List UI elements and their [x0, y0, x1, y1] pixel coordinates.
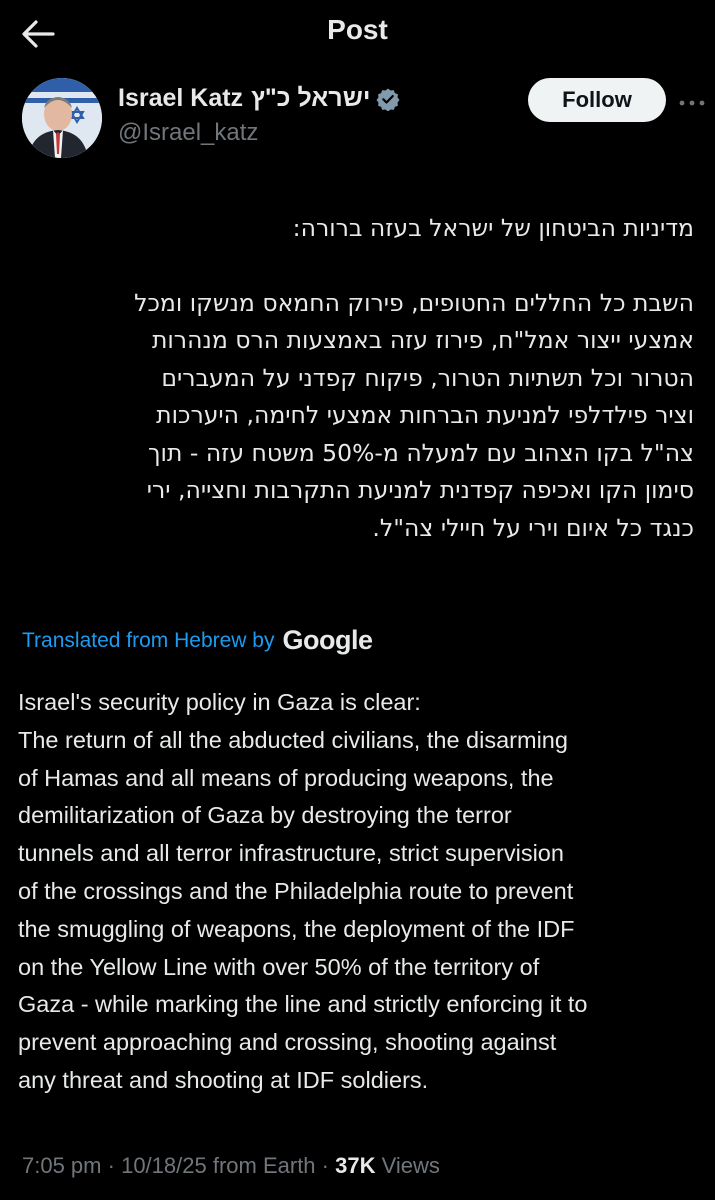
hebrew-line: צה"ל בקו הצהוב עם למעלה מ-50% משטח עזה - תוך: [147, 438, 694, 467]
hebrew-line: וציר פילדלפי למניעת הברחות אמצעי לחימה, היערכות: [156, 401, 694, 429]
follow-button[interactable]: Follow: [528, 78, 666, 122]
meta-separator: ·: [107, 1153, 115, 1178]
hebrew-line: כנגד כל איום וירי על חיילי צה"ל.: [372, 513, 694, 542]
translation-line: on the Yellow Line with over 50% of the territory of: [18, 953, 540, 980]
post-source: from Earth: [212, 1153, 316, 1178]
avatar[interactable]: [22, 78, 102, 158]
hebrew-line: אמצעי ייצור אמל"ח, פירוז עזה באמצעות הרס מנהרות: [151, 326, 694, 354]
translation-line: tunnels and all terror infrastructure, strict supervision: [18, 840, 564, 867]
meta-separator: ·: [321, 1153, 329, 1178]
hebrew-line: סימון הקו ואכיפה קפדנית למניעת התקרבות וחצייה, ירי: [146, 476, 694, 504]
author-names: [118, 84, 400, 147]
verified-badge-icon: [376, 87, 400, 111]
post-text-hebrew: [18, 210, 694, 547]
translation-line: of the crossings and the Philadelphia route to prevent: [18, 877, 574, 904]
display-name-hebrew: ישראל כ"ץ: [251, 84, 371, 112]
author-row: [22, 76, 702, 160]
views-count[interactable]: 37K: [335, 1153, 376, 1178]
translation-line: the smuggling of weapons, the deployment of the IDF: [18, 915, 575, 942]
post-text-translation: [18, 684, 698, 1100]
translation-title: Israel's security policy in Gaza is clear:: [18, 689, 421, 715]
avatar-image: [22, 78, 102, 158]
translated-from-link[interactable]: Translated from Hebrew by: [22, 628, 275, 652]
translation-line: of Hamas and all means of producing weapons, the: [18, 764, 554, 791]
translation-credit: [22, 625, 372, 656]
more-button[interactable]: [674, 80, 710, 120]
hebrew-title: מדיניות הביטחון של ישראל בעזה ברורה:: [292, 214, 694, 242]
translation-line: Gaza - while marking the line and strictly enforcing it to: [18, 991, 588, 1018]
translation-line: any threat and shooting at IDF soldiers.: [18, 1066, 429, 1093]
google-logo: Google: [282, 625, 373, 655]
hebrew-line: הטרור וכל תשתיות הטרור, פיקוח קפדני על המעברים: [161, 363, 694, 392]
hebrew-line: השבת כל החללים החטופים, פירוק החמאס מנשקו ומכל: [134, 288, 694, 317]
translation-line: demilitarization of Gaza by destroying the terror: [18, 802, 512, 829]
more-horizontal-icon: [678, 99, 706, 107]
display-name: Israel Katz: [118, 84, 244, 112]
translation-line: The return of all the abducted civilians, the disarming: [18, 726, 568, 753]
post-meta: [22, 1153, 440, 1179]
display-name-row[interactable]: [118, 84, 400, 113]
post-date[interactable]: 10/18/25: [121, 1153, 207, 1178]
post-time[interactable]: 7:05 pm: [22, 1153, 102, 1178]
author-handle[interactable]: @Israel_katz: [118, 119, 259, 146]
views-label: Views: [381, 1153, 440, 1178]
translation-line: prevent approaching and crossing, shooting against: [18, 1029, 557, 1056]
page-title: Post: [327, 14, 388, 45]
top-bar: [0, 0, 715, 66]
